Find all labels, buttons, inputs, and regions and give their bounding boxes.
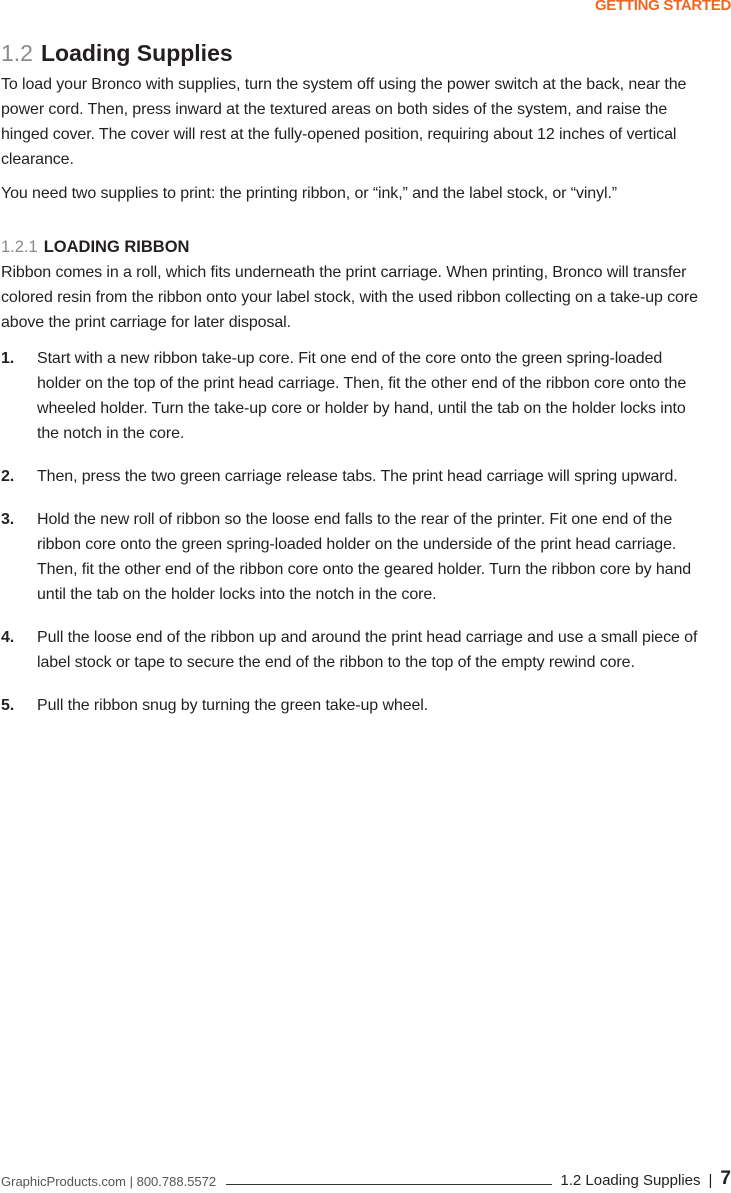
step-text: Pull the loose end of the ribbon up and around the print head carriage and use a small piece of label stock or tape to secure the end of the ribbon to the top of the empty rewind core. xyxy=(37,629,698,671)
section-number: 1.2 xyxy=(1,40,33,66)
paragraph: You need two supplies to print: the printing ribbon, or “ink,” and the label stock, or “vinyl.” xyxy=(1,185,618,202)
footer-section: 1.2 Loading Supplies xyxy=(560,1172,701,1189)
paragraph: To load your Bronco with supplies, turn the system off using the power switch at the back, near the power cord. Then, press inward at the textured areas on both sides of the system, and raise the hinged cover. The cover will rest at the fully-opened position, requiring about 12 inches of vertical clearance. xyxy=(1,76,687,168)
list-item xyxy=(1,625,701,675)
step-number: 2. xyxy=(1,468,15,485)
footer-rule xyxy=(226,1184,552,1185)
list-item xyxy=(1,693,701,718)
step-number: 4. xyxy=(1,629,15,646)
section-title: Loading Supplies xyxy=(40,40,233,66)
footer-separator: | xyxy=(708,1172,713,1189)
page-number: 7 xyxy=(720,1168,731,1189)
paragraph: Ribbon comes in a roll, which fits underneath the print carriage. When printing, Bronco will transfer colored resin from the ribbon onto your label stock, with the used ribbon collecting on a take-up core above the print carriage for later disposal. xyxy=(1,264,698,331)
subsection-heading xyxy=(1,236,701,258)
page-footer xyxy=(1,1169,731,1189)
step-text: Hold the new roll of ribbon so the loose end falls to the rear of the printer. Fit one end of the ribbon core onto the green spring-loaded holder on the underside of the print head carriage. Then, fit the other end of the ribbon core onto the geared holder. Turn the ribbon core by hand until the tab on the holder locks into the notch in the core. xyxy=(37,511,692,603)
list-item xyxy=(1,507,701,607)
footer-contact: GraphicProducts.com | 800.788.5572 xyxy=(1,1174,217,1189)
list-item xyxy=(1,346,701,446)
step-number: 1. xyxy=(1,350,15,367)
steps-list xyxy=(1,346,701,718)
page-content xyxy=(1,38,701,736)
list-item xyxy=(1,464,701,489)
subsection-number: 1.2.1 xyxy=(1,238,38,256)
step-text: Pull the ribbon snug by turning the green take-up wheel. xyxy=(37,697,429,714)
subsection-title: LOADING RIBBON xyxy=(43,238,190,256)
step-text: Then, press the two green carriage release tabs. The print head carriage will spring upward. xyxy=(37,468,678,485)
step-number: 3. xyxy=(1,511,15,528)
step-number: 5. xyxy=(1,697,15,714)
chapter-tag: GETTING STARTED xyxy=(594,0,731,14)
step-text: Start with a new ribbon take-up core. Fit one end of the core onto the green spring-loaded holder on the top of the print head carriage. Then, fit the other end of the ribbon core onto the wheeled holder. Turn the take-up core or holder by hand, until the tab on the holder locks into the notch in the core. xyxy=(37,350,687,442)
section-heading xyxy=(1,38,701,68)
